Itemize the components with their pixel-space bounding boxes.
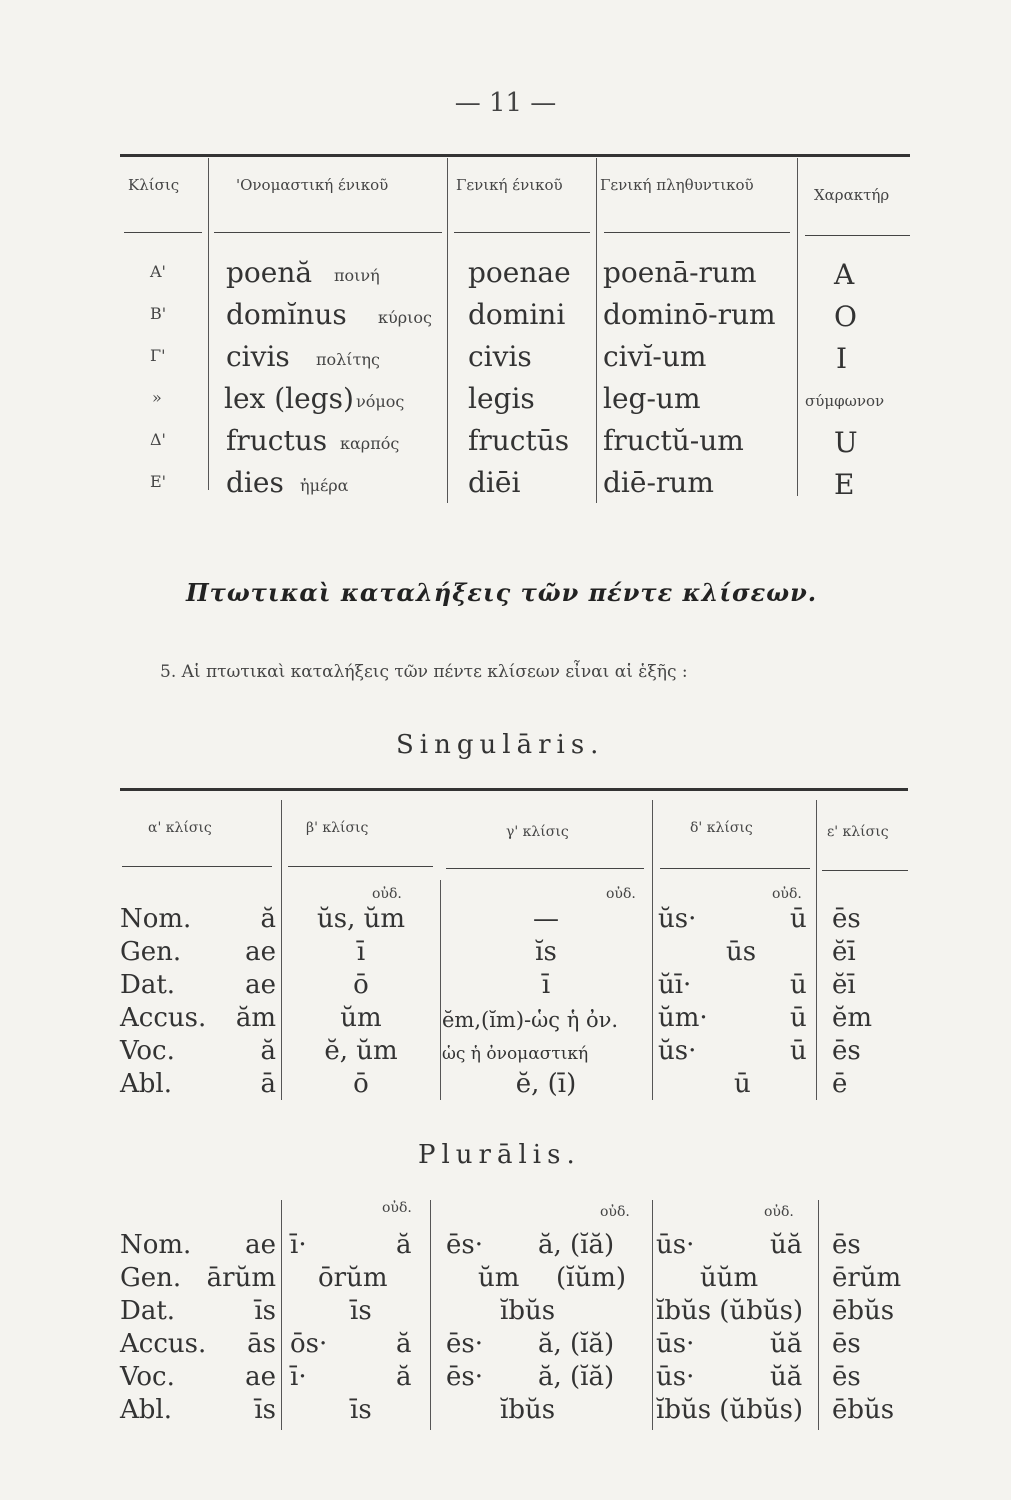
case-label: Dat. — [120, 1296, 176, 1326]
neuter-label: οὐδ. — [606, 886, 636, 902]
table2-header-rule — [288, 866, 433, 867]
table2-divider — [652, 1200, 653, 1430]
ending-3rd: ēs· — [446, 1329, 483, 1359]
table1-header-rule — [214, 232, 442, 233]
table1-header-rule — [604, 232, 790, 233]
ending-2nd: īs — [350, 1296, 372, 1326]
ending-3rd: ĭbŭs — [500, 1296, 556, 1326]
table1-nom-greek: νόμος — [356, 392, 405, 411]
table1-klisis: A' — [150, 262, 166, 281]
ending-2nd: ōrŭm — [318, 1263, 388, 1293]
table1-header-nominative: 'Ονομαστική ένικοῦ — [236, 176, 389, 194]
table2-header-rule — [122, 866, 272, 867]
ending-4th: ĭbŭs (ŭbŭs) — [656, 1395, 804, 1425]
case-label: Gen. — [120, 1263, 182, 1293]
table1-klisis: B' — [150, 304, 167, 323]
ending-2nd: ī· — [290, 1230, 307, 1260]
table2-header: α' κλίσις — [148, 820, 212, 836]
singularis-title: Singulāris. — [396, 730, 605, 760]
table1-character: σύμφωνον — [805, 392, 885, 410]
table1-gen-pl: diē-rum — [603, 466, 714, 499]
ending-2nd: ī· — [290, 1362, 307, 1392]
ending-4th: ŭm· — [658, 1003, 708, 1033]
ending-4th: ū — [734, 1069, 751, 1099]
intro-paragraph: 5. Αἱ πτωτικαὶ καταλήξεις τῶν πέντε κλίσεων εἶναι αἱ ἑξῆς : — [160, 662, 688, 682]
table1-nom-greek: πολίτης — [316, 350, 380, 369]
ending-3rd-neuter: ă, (ĭă) — [538, 1230, 615, 1260]
neuter-label: οὐδ. — [372, 886, 402, 902]
table1-nom-latin: domĭnus — [226, 298, 347, 331]
case-label: Voc. — [120, 1036, 175, 1066]
ending-2nd: ĕ, ŭm — [324, 1036, 398, 1066]
table2-divider — [281, 1200, 282, 1430]
ending-3rd-neuter: (ĭŭm) — [556, 1263, 627, 1293]
ending-3rd: ēs· — [446, 1230, 483, 1260]
table2-top-rule — [120, 788, 908, 791]
table2-divider — [430, 1200, 431, 1430]
case-label: Abl. — [120, 1395, 172, 1425]
table1-character: E — [834, 468, 855, 501]
ending-2nd: ō — [353, 970, 369, 1000]
ending-5th: ēbŭs — [832, 1395, 895, 1425]
table1-klisis: » — [152, 388, 162, 407]
table1-gen-sg: fructūs — [468, 424, 570, 457]
ending-5th: ērŭm — [832, 1263, 902, 1293]
ending-3rd: ĭs — [535, 937, 557, 967]
ending-3rd-neuter: ă, (ĭă) — [538, 1329, 615, 1359]
ending-4th: ŭs· — [658, 1036, 697, 1066]
ending-1st: ă — [260, 1036, 276, 1066]
ending-4th: ŭī· — [658, 970, 692, 1000]
table1-nom-latin: fructus — [226, 424, 328, 457]
ending-5th: ēs — [832, 1329, 861, 1359]
ending-1st: īs — [254, 1296, 276, 1326]
case-label: Dat. — [120, 970, 176, 1000]
table1-gen-pl: leg-um — [603, 382, 701, 415]
table1-character: U — [834, 426, 858, 459]
ending-2nd-neuter: ă — [396, 1362, 412, 1392]
ending-4th-neuter: ū — [790, 1003, 807, 1033]
ending-5th: ēs — [832, 1230, 861, 1260]
ending-1st: ā — [260, 1069, 276, 1099]
case-label: Accus. — [120, 1329, 207, 1359]
ending-1st: ae — [245, 937, 276, 967]
table1-character: O — [834, 300, 857, 333]
table1-gen-sg: diēi — [468, 466, 521, 499]
ending-4th: ūs· — [656, 1329, 695, 1359]
ending-4th: ĭbŭs (ŭbŭs) — [656, 1296, 804, 1326]
table1-header-rule — [805, 235, 910, 236]
ending-1st: ārŭm — [206, 1263, 276, 1293]
neuter-label: οὐδ. — [772, 886, 802, 902]
table1-nom-latin: poenă — [226, 256, 313, 289]
table2-header-rule — [822, 870, 908, 871]
table1-divider — [797, 158, 798, 496]
table1-divider — [208, 158, 209, 490]
ending-1st: ās — [247, 1329, 276, 1359]
ending-5th: ĕī — [832, 937, 856, 967]
table2-header: γ' κλίσις — [506, 824, 569, 840]
table1-klisis: Γ' — [150, 346, 166, 365]
ending-3rd: ŭm — [478, 1263, 520, 1293]
ending-1st: īs — [254, 1395, 276, 1425]
table1-top-rule — [120, 154, 910, 157]
ending-5th: ĕm — [832, 1003, 873, 1033]
table1-klisis: Δ' — [150, 430, 166, 449]
ending-5th: ēbŭs — [832, 1296, 895, 1326]
table1-gen-sg: poenae — [468, 256, 571, 289]
ending-3rd-neuter: ă, (ĭă) — [538, 1362, 615, 1392]
table1-header-klisis: Κλίσις — [128, 176, 180, 194]
ending-4th-neuter: ŭă — [770, 1329, 803, 1359]
table1-header-rule — [454, 232, 590, 233]
ending-4th: ŭŭm — [700, 1263, 759, 1293]
ending-2nd-neuter: ă — [396, 1230, 412, 1260]
table1-nom-latin: dies — [226, 466, 284, 499]
table1-gen-pl: civĭ-um — [603, 340, 707, 373]
section-heading: Πτωτικαὶ καταλήξεις τῶν πέντε κλίσεων. — [186, 578, 818, 607]
neuter-label: οὐδ. — [382, 1200, 412, 1216]
table2-divider — [440, 880, 441, 1100]
case-label: Abl. — [120, 1069, 172, 1099]
ending-1st: ăm — [235, 1003, 276, 1033]
neuter-label: οὐδ. — [764, 1204, 794, 1220]
neuter-label: οὐδ. — [600, 1204, 630, 1220]
ending-5th: ēs — [832, 904, 861, 934]
table1-gen-sg: domini — [468, 298, 566, 331]
table2-divider — [281, 800, 282, 1100]
ending-2nd: ō — [353, 1069, 369, 1099]
ending-4th-neuter: ŭă — [770, 1230, 803, 1260]
table1-nom-latin: lex (legs) — [224, 382, 354, 415]
ending-4th: ūs — [726, 937, 757, 967]
case-label: Gen. — [120, 937, 182, 967]
table1-character: A — [834, 258, 855, 291]
ending-5th: ēs — [832, 1036, 861, 1066]
table1-gen-pl: fructŭ-um — [603, 424, 744, 457]
ending-4th-neuter: ŭă — [770, 1362, 803, 1392]
ending-4th-neuter: ū — [790, 970, 807, 1000]
ending-5th: ēs — [832, 1362, 861, 1392]
table1-divider — [596, 158, 597, 503]
table1-gen-sg: civis — [468, 340, 532, 373]
ending-3rd: ĕm,(ĭm)-ὡς ἡ ὀν. — [442, 1008, 619, 1032]
ending-4th-neuter: ū — [790, 904, 807, 934]
table1-header-gen-pl: Γενική πληθυντικοῦ — [600, 176, 754, 194]
ending-1st: ae — [245, 1362, 276, 1392]
table1-character: I — [836, 342, 848, 375]
table1-klisis: E' — [150, 472, 167, 491]
ending-4th: ūs· — [656, 1362, 695, 1392]
table1-nom-latin: civis — [226, 340, 290, 373]
table2-header: β' κλίσις — [306, 820, 369, 836]
table1-header-gen-sg: Γενική ένικοῦ — [456, 176, 563, 194]
case-label: Accus. — [120, 1003, 207, 1033]
case-label: Nom. — [120, 1230, 192, 1260]
ending-3rd: ĭbŭs — [500, 1395, 556, 1425]
ending-4th: ŭs· — [658, 904, 697, 934]
table1-gen-pl: dominō-rum — [603, 298, 776, 331]
table2-header-rule — [446, 868, 644, 869]
ending-3rd: ὡς ἡ ὀνομαστική — [442, 1044, 589, 1064]
table1-header-rule — [124, 232, 202, 233]
ending-2nd: ōs· — [290, 1329, 328, 1359]
table1-nom-greek: ποινή — [334, 266, 380, 285]
ending-3rd: ĕ, (ī) — [515, 1069, 577, 1099]
ending-3rd: ī — [541, 970, 551, 1000]
ending-5th: ē — [832, 1069, 848, 1099]
table2-header: ε' κλίσις — [827, 824, 889, 840]
table2-header-rule — [660, 868, 810, 869]
ending-2nd: ŭm — [340, 1003, 382, 1033]
ending-3rd: — — [533, 904, 559, 934]
table1-header-character: Χαρακτήρ — [814, 186, 890, 204]
ending-2nd: īs — [350, 1395, 372, 1425]
table1-nom-greek: ἡμέρα — [300, 476, 349, 495]
table1-gen-pl: poenā-rum — [603, 256, 757, 289]
table2-divider — [818, 1200, 819, 1430]
table1-divider — [447, 158, 448, 503]
ending-3rd: ēs· — [446, 1362, 483, 1392]
ending-2nd: ī — [356, 937, 366, 967]
table1-nom-greek: κύριος — [378, 308, 432, 327]
ending-2nd-neuter: ă — [396, 1329, 412, 1359]
case-label: Voc. — [120, 1362, 175, 1392]
table2-divider — [652, 800, 653, 1100]
table1-nom-greek: καρπός — [340, 434, 400, 453]
ending-1st: ă — [260, 904, 276, 934]
pluralis-title: Plurālis. — [418, 1140, 581, 1170]
ending-1st: ae — [245, 970, 276, 1000]
ending-1st: ae — [245, 1230, 276, 1260]
page-number: — 11 — — [454, 88, 557, 118]
case-label: Nom. — [120, 904, 192, 934]
table1-gen-sg: legis — [468, 382, 535, 415]
ending-2nd: ŭs, ŭm — [316, 904, 406, 934]
table2-divider — [816, 800, 817, 1100]
ending-4th: ūs· — [656, 1230, 695, 1260]
ending-5th: ĕī — [832, 970, 856, 1000]
ending-4th-neuter: ū — [790, 1036, 807, 1066]
table2-header: δ' κλίσις — [690, 820, 753, 836]
